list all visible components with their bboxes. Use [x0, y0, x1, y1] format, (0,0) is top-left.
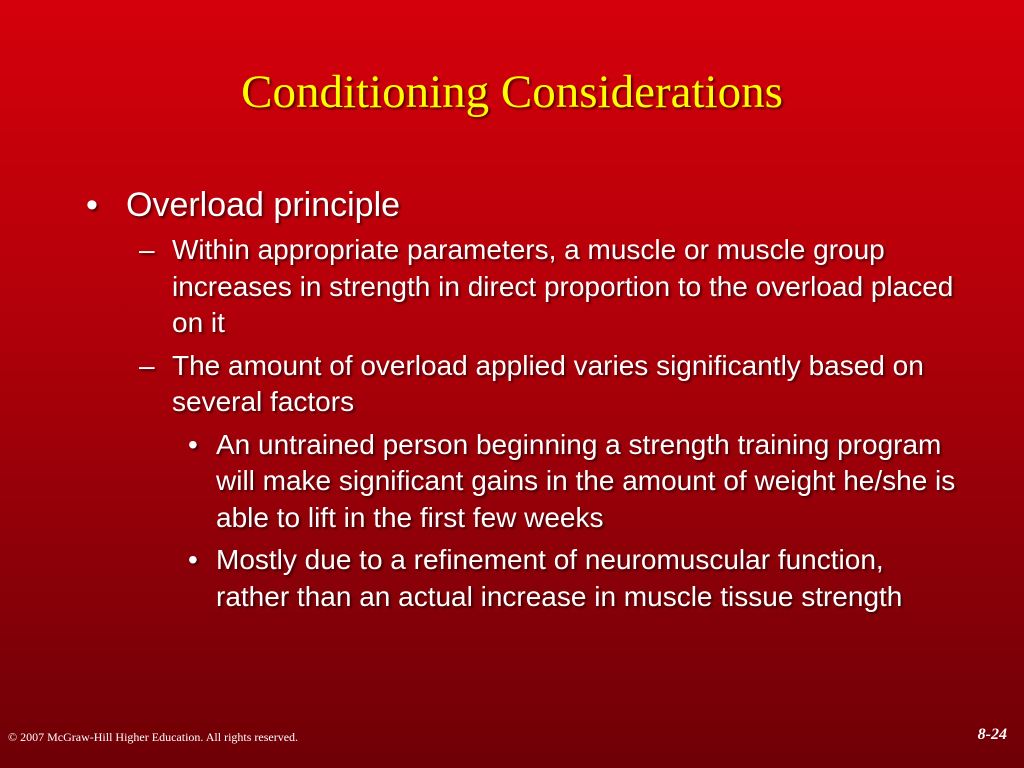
dash-marker: – — [139, 349, 155, 381]
sub-sub-bullet-text: Mostly due to a refinement of neuromuscular function, rather than an actual increase in muscle tissue strength — [216, 544, 903, 612]
sub-bullet-text: The amount of overload applied varies significantly based on several factors — [172, 349, 924, 417]
slide-title: Conditioning Considerations — [241, 66, 783, 118]
dash-marker: – — [139, 234, 155, 265]
bullet-text: Overload principle — [126, 186, 401, 224]
sub-sub-bullet-text: An untrained person beginning a strength training program will make significant gains in the amount of weight he/she is able to lift in the first few weeks — [216, 428, 956, 533]
copyright-notice: © 2007 McGraw-Hill Higher Education. All rights reserved. — [8, 730, 299, 744]
slide-body — [0, 184, 1024, 615]
sub-bullet-overload-amount — [139, 348, 962, 421]
bullet-marker: • — [188, 428, 198, 460]
sub-sub-bullet-untrained-person — [188, 427, 956, 537]
bullet-marker: • — [86, 186, 98, 224]
sub-sub-bullet-neuromuscular — [188, 542, 956, 615]
bullet-marker: • — [188, 544, 198, 575]
sub-bullet-text: Within appropriate parameters, a muscle or muscle group increases in strength in direct proportion to the overload placed on it — [172, 234, 954, 338]
sub-bullet-parameters — [139, 232, 962, 342]
slide-number: 8-24 — [977, 726, 1007, 743]
bullet-overload-principle — [86, 184, 986, 226]
